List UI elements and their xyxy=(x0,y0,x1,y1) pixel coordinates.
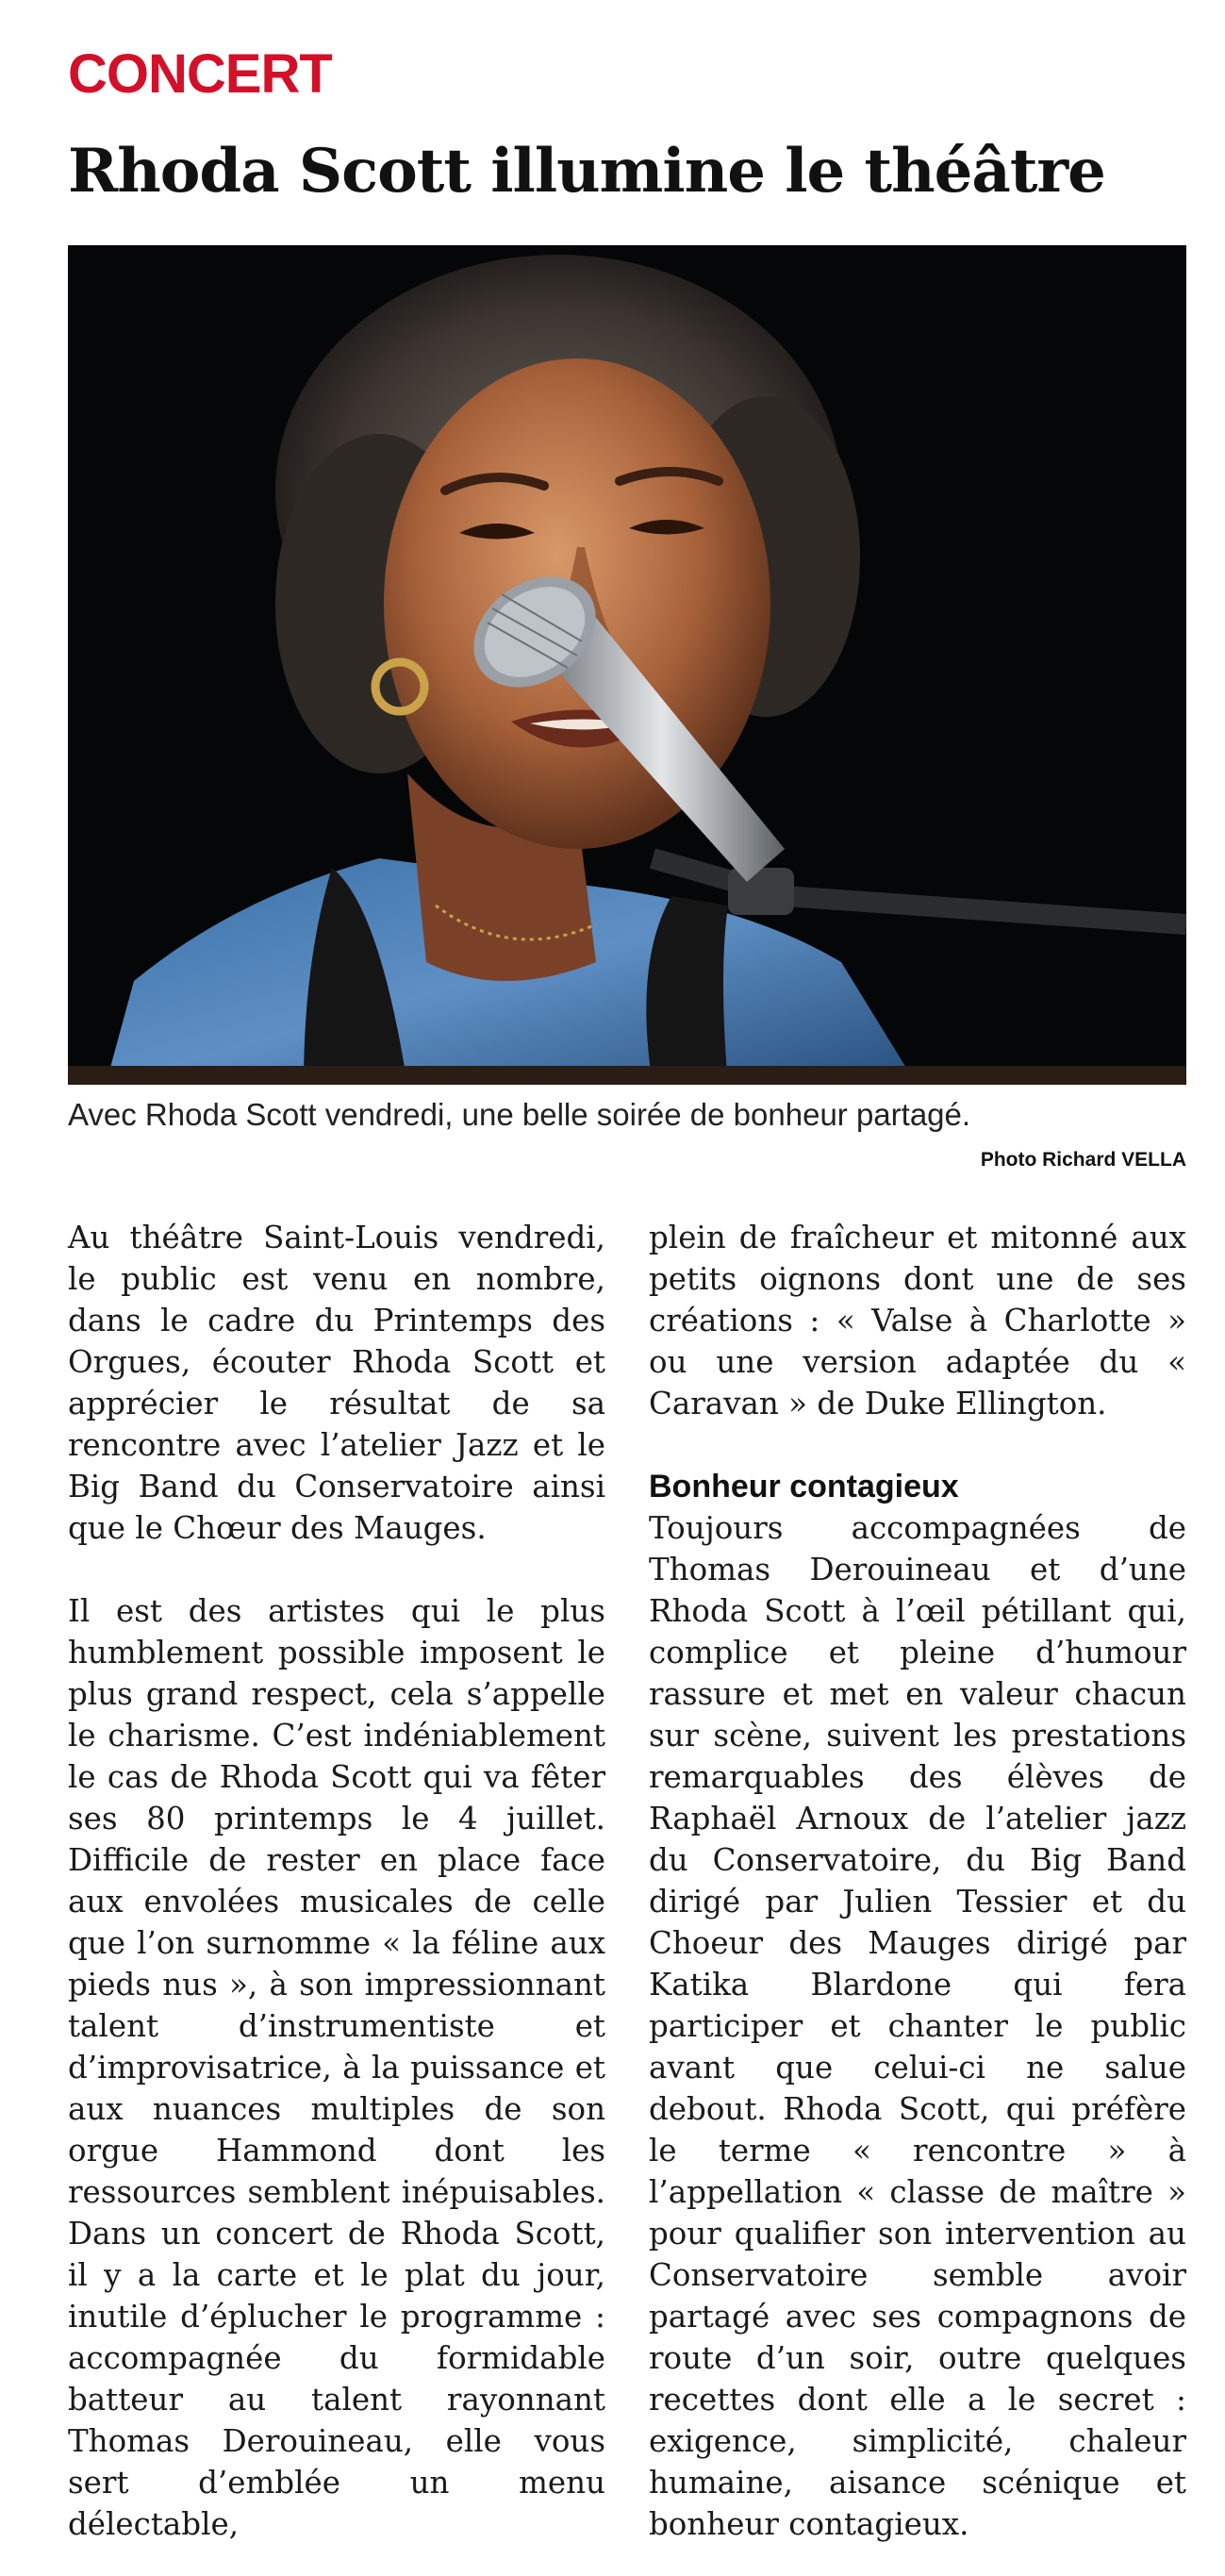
article-column-left xyxy=(68,1217,605,2545)
body-paragraph: Au théâtre Saint-Louis vendredi, le public est venu en nombre, dans le cadre du Printemps des Orgues, écouter Rhoda Scott et apprécier le résultat de sa rencontre avec l’atelier Jazz et le Big Band du Conservatoire ainsi que le Chœur des Mauges. xyxy=(68,1220,605,1546)
article-photo xyxy=(68,245,1186,1085)
photo-caption: Avec Rhoda Scott vendredi, une belle soirée de bonheur partagé. xyxy=(68,1097,971,1132)
body-paragraph: Il est des artistes qui le plus humblement possible imposent le plus grand respect, cela s’appelle le charisme. C’est indéniablement le cas de Rhoda Scott qui va fêter ses 80 printemps le 4 juillet. Difficile de rester en place face aux envolées musicales de celle que l’on surnomme « la féline aux pieds nus », à son impressionnant talent d’instrumentiste et d’improvisatrice, à la puissance et aux nuances multiples de son orgue Hammond dont les ressources semblent inépuisables. Dans un concert de Rhoda Scott, il y a la carte et le plat du jour, inutile d’éplucher le programme : accompagnée du formidable batteur au talent rayonnant Thomas Derouineau, elle vous sert d’emblée un menu délectable, xyxy=(68,1593,605,2542)
article-headline: Rhoda Scott illumine le théâtre xyxy=(68,136,1105,207)
body-paragraph: plein de fraîcheur et mitonné aux petits oignons dont une de ses créations : « Valse à Charlotte » ou une version adaptée du « Caravan » de Duke Ellington. xyxy=(649,1220,1186,1421)
photo-credit: Photo Richard VELLA xyxy=(980,1149,1186,1171)
section-subheading: Bonheur contagieux xyxy=(649,1469,959,1504)
article-column-right xyxy=(649,1217,1186,2545)
section-kicker: CONCERT xyxy=(68,43,332,105)
body-paragraph: Toujours accompagnées de Thomas Derouineau et d’une Rhoda Scott à l’œil pétillant qui, complice et pleine d’humour rassure et met en valeur chacun sur scène, suivent les prestations remarquables des élèves de Raphaël Arnoux de l’atelier jazz du Conservatoire, du Big Band dirigé par Julien Tessier et du Choeur des Mauges dirigé par Katika Blardone qui fera participer et chanter le public avant que celui-ci ne salue debout. Rhoda Scott, qui préfère le terme « rencontre » à l’appellation « classe de maître » pour qualifier son intervention au Conservatoire semble avoir partagé avec ses compagnons de route d’un soir, outre quelques recettes dont elle a le secret : exigence, simplicité, chaleur humaine, aisance scénique et bonheur contagieux. xyxy=(649,1510,1186,2542)
